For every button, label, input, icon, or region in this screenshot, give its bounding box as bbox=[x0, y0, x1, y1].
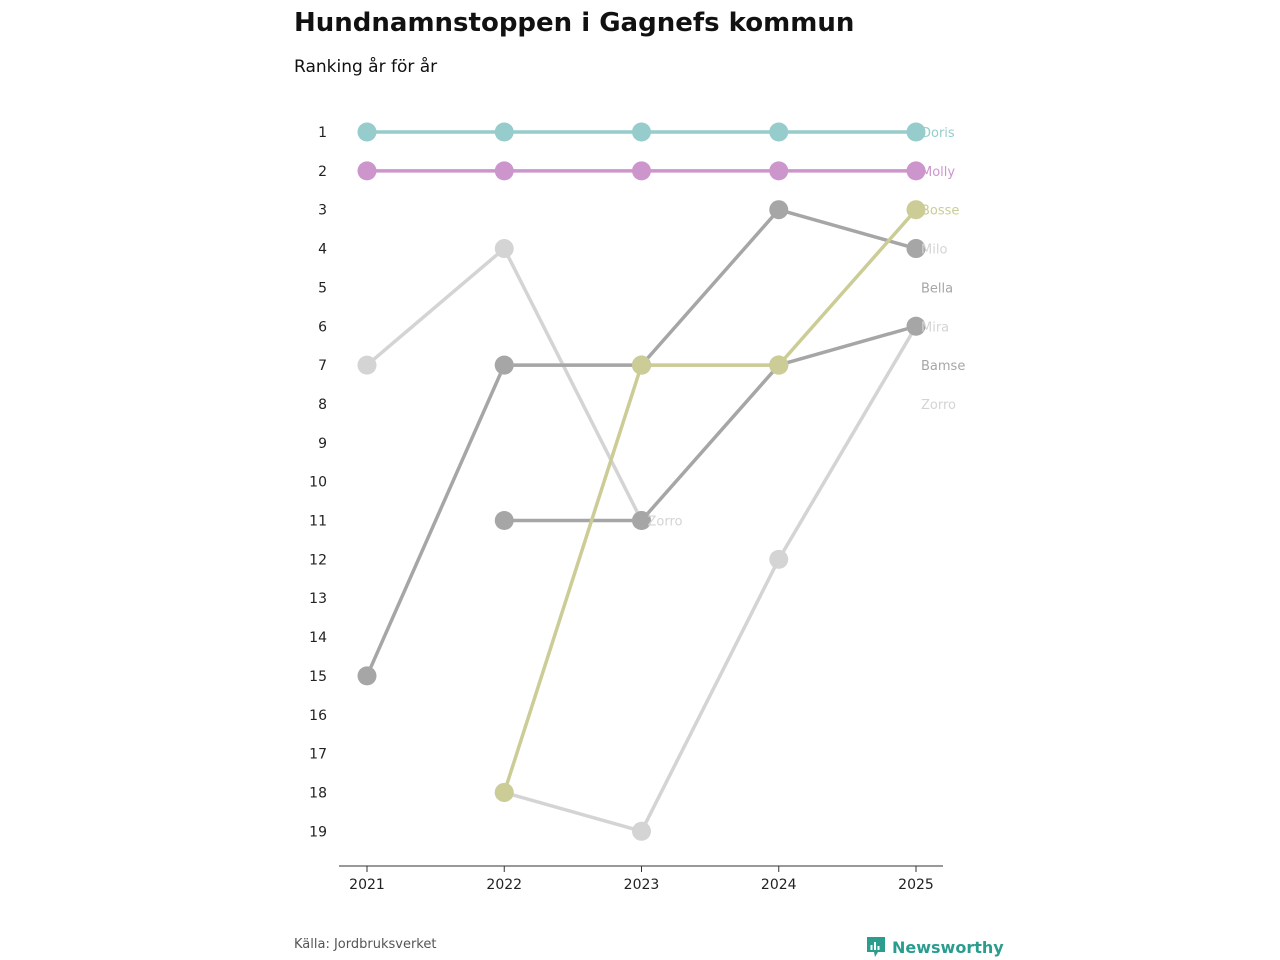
series-point-bosse bbox=[769, 356, 788, 375]
series-line-mira bbox=[642, 559, 779, 831]
series-point-bella bbox=[769, 200, 788, 219]
y-tick-label: 15 bbox=[309, 668, 327, 685]
series-line-bosse bbox=[779, 210, 916, 365]
series-label-milo: Milo bbox=[921, 242, 948, 258]
chart-title: Hundnamnstoppen i Gagnefs kommun bbox=[294, 8, 855, 38]
series-label-doris: Doris bbox=[921, 126, 955, 141]
series-line-bamse bbox=[642, 365, 779, 520]
y-tick-label: 4 bbox=[318, 241, 327, 258]
y-tick-label: 7 bbox=[318, 358, 327, 375]
series-line-mira bbox=[504, 792, 641, 831]
series-label-molly: Molly bbox=[921, 164, 956, 180]
y-tick-label: 17 bbox=[309, 746, 327, 763]
y-tick-label: 14 bbox=[309, 630, 327, 647]
series-line-bella bbox=[779, 210, 916, 249]
series-point-doris bbox=[769, 123, 788, 142]
x-tick-label: 2022 bbox=[486, 877, 523, 893]
brand-logo bbox=[866, 936, 1004, 958]
brand-name: Newsworthy bbox=[892, 937, 1004, 957]
y-tick-label: 9 bbox=[318, 435, 327, 452]
y-tick-label: 18 bbox=[309, 785, 327, 802]
series-line-bella bbox=[642, 210, 779, 365]
series-line-milo bbox=[504, 249, 641, 521]
series-label-bella: Bella bbox=[921, 281, 954, 297]
newsworthy-logo-icon bbox=[866, 936, 886, 958]
y-tick-label: 2 bbox=[318, 163, 327, 180]
series-line-bosse bbox=[504, 365, 641, 792]
x-tick-label: 2025 bbox=[898, 877, 934, 893]
series-point-mira bbox=[632, 822, 651, 841]
series-label-bosse: Bosse bbox=[921, 203, 960, 219]
series-point-bosse bbox=[495, 783, 514, 802]
y-tick-label: 11 bbox=[309, 513, 327, 530]
x-tick-label: 2023 bbox=[623, 877, 660, 893]
y-tick-label: 6 bbox=[318, 319, 327, 336]
y-tick-label: 10 bbox=[309, 474, 327, 491]
series-point-doris bbox=[495, 123, 514, 142]
y-tick-label: 19 bbox=[309, 824, 327, 841]
series-point-bella bbox=[358, 666, 377, 685]
series-label-zorro: Zorro bbox=[921, 397, 956, 413]
x-tick-label: 2021 bbox=[349, 877, 385, 893]
series-point-molly bbox=[495, 161, 514, 180]
series-points bbox=[358, 123, 926, 841]
y-tick-label: 5 bbox=[318, 280, 327, 297]
chart-subtitle: Ranking år för år bbox=[294, 57, 438, 77]
y-tick-label: 8 bbox=[318, 396, 327, 413]
series-lines bbox=[367, 132, 916, 831]
y-axis bbox=[309, 125, 327, 840]
series-line-mira bbox=[779, 326, 916, 559]
series-point-milo bbox=[495, 239, 514, 258]
series-point-molly bbox=[632, 161, 651, 180]
series-point-bamse bbox=[495, 511, 514, 530]
series-point-molly bbox=[769, 161, 788, 180]
series-point-molly bbox=[358, 161, 377, 180]
series-point-mira bbox=[769, 550, 788, 569]
y-tick-label: 13 bbox=[309, 591, 327, 608]
series-point-milo bbox=[358, 356, 377, 375]
y-tick-label: 3 bbox=[318, 202, 327, 219]
source-note: Källa: Jordbruksverket bbox=[294, 937, 437, 952]
series-line-milo bbox=[367, 249, 504, 366]
y-tick-label: 16 bbox=[309, 707, 327, 724]
series-label-mira: Mira bbox=[921, 320, 950, 336]
series-line-bella bbox=[367, 365, 504, 676]
series-label-bamse: Bamse bbox=[921, 359, 966, 375]
x-axis bbox=[339, 866, 943, 893]
series-point-bosse bbox=[632, 356, 651, 375]
series-point-bella bbox=[495, 356, 514, 375]
x-tick-label: 2024 bbox=[760, 877, 797, 893]
point-label-zorro: Zorro bbox=[647, 514, 683, 530]
series-point-doris bbox=[632, 123, 651, 142]
series-point-doris bbox=[358, 123, 377, 142]
y-tick-label: 12 bbox=[309, 552, 327, 569]
y-tick-label: 1 bbox=[318, 125, 327, 141]
